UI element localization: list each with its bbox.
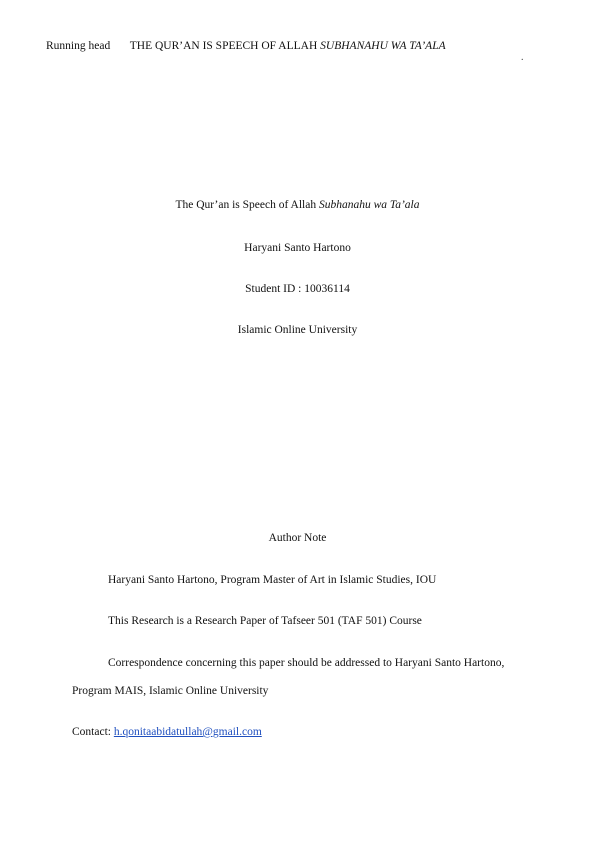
contact-email-link[interactable]: h.qonitaabidatullah@gmail.com xyxy=(113,726,262,738)
running-head xyxy=(46,40,446,52)
author-note-line-3b: Program MAIS, Islamic Online University xyxy=(72,685,269,697)
student-id: Student ID : 10036114 xyxy=(245,283,350,295)
contact-label: Contact: xyxy=(72,726,114,738)
paper-title-plain: The Qur’an is Speech of Allah xyxy=(175,199,319,211)
author-note-line-1: Haryani Santo Hartono, Program Master of Art in Islamic Studies, IOU xyxy=(108,574,437,586)
contact-line xyxy=(72,726,262,738)
author-note-heading: Author Note xyxy=(268,532,327,544)
institution: Islamic Online University xyxy=(237,324,358,336)
paper-title-italic: Subhanahu wa Ta’ala xyxy=(318,199,420,211)
running-head-title: THE QUR’AN IS SPEECH OF ALLAH xyxy=(129,40,321,52)
paper-title xyxy=(0,199,595,211)
running-head-title-italic: SUBHANAHU WA TA’ALA xyxy=(320,40,446,52)
page-mark: . xyxy=(521,52,524,63)
running-head-label: Running head xyxy=(46,40,111,52)
author-note-line-3a: Correspondence concerning this paper should be addressed to Haryani Santo Hartono, xyxy=(108,657,505,669)
author-note-line-2: This Research is a Research Paper of Tafseer 501 (TAF 501) Course xyxy=(108,615,422,627)
author-name: Haryani Santo Hartono xyxy=(244,242,351,254)
